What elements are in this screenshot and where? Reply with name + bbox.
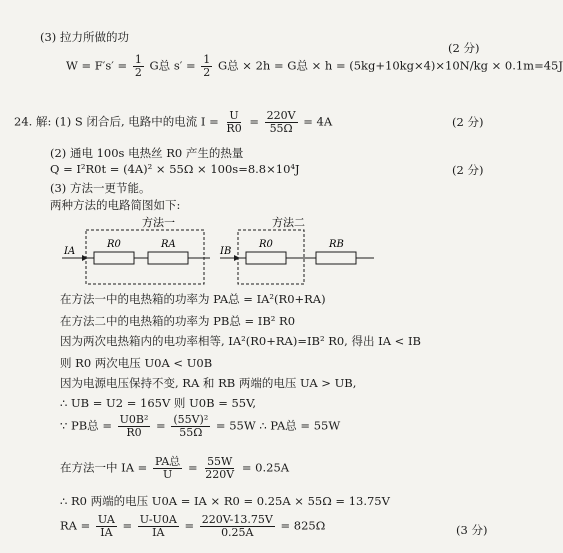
deriv-line-8-frac-2: $\frac{55W}{220V}$: [205, 455, 235, 481]
circuit-diagrams: [60, 214, 380, 290]
deriv-line-9: ∴ R0 两端的电压 U0A = IA × R0 = 0.25A × 55Ω = 13.75V: [60, 494, 390, 508]
q24-score-1: (2 分): [452, 115, 484, 129]
deriv-line-10-b: =: [122, 518, 133, 533]
method1-ra-label: RA: [161, 239, 176, 250]
deriv-line-10-frac-3: $\frac{220V-13.75V}{0.25A}$: [201, 513, 273, 539]
q24-part1: [14, 110, 332, 135]
method2-rb-label: RB: [329, 239, 344, 250]
deriv-line-10-c: =: [184, 518, 195, 533]
deriv-line-4: 则 R0 两次电压 U0A < U0B: [60, 356, 213, 370]
deriv-line-2: 在方法二中的电热箱的功率为 PB总 = IB² R0: [60, 314, 296, 328]
deriv-line-10-a: RA =: [60, 518, 91, 533]
deriv-line-7-b: =: [156, 418, 166, 433]
method1-box: [86, 230, 204, 284]
q24-result: = 4A: [303, 114, 333, 129]
deriv-line-7: [60, 414, 340, 439]
method2-current-label: IB: [220, 246, 232, 257]
current-arrow-icon: [234, 255, 240, 261]
method2-r0: [246, 252, 286, 264]
deriv-line-7-frac-1: $\frac{\text{U0B²}}{R0}$: [119, 413, 149, 439]
q24-eq: =: [249, 114, 259, 129]
method1-label: 方法一: [142, 216, 175, 229]
method2-r0-label: R0: [259, 239, 273, 250]
deriv-line-10-frac-2: $\frac{U-U0A}{IA}$: [139, 513, 177, 539]
deriv-line-3: 因为两次电热箱内的电功率相等, IA²(R0+RA)=IB² R0, 得出 IA < IB: [60, 334, 421, 348]
q3-eq-lhs: W = F′s′ =: [66, 58, 128, 73]
method2-rb: [316, 252, 356, 264]
method2-label: 方法二: [272, 216, 305, 229]
deriv-line-1: 在方法一中的电热箱的功率为 PA总 = IA²(R0+RA): [60, 292, 326, 306]
q3-eq-tail: G总 × 2h = G总 × h = (5kg+10kg×4)×10N/kg × 0.1m=45J: [217, 58, 563, 73]
q24-part3-label: (3) 方法一更节能。: [50, 181, 151, 195]
deriv-line-10-d: = 825Ω: [280, 518, 326, 533]
q24-part2-eq: Q = I²R0t = (4A)² × 55Ω × 100s=8.8×10⁴J: [50, 162, 300, 176]
q24-head: 24. 解: (1) S 闭合后, 电路中的电流 I =: [14, 114, 219, 129]
q3-frac-2: $\frac{1}{2}$: [203, 53, 211, 79]
deriv-line-8-c: = 0.25A: [241, 460, 290, 475]
deriv-line-8: [60, 456, 289, 481]
deriv-line-10-frac-1: $\frac{UA}{IA}$: [97, 513, 115, 539]
method1-ra: [148, 252, 188, 264]
method1-current-label: IA: [64, 246, 76, 257]
deriv-line-8-frac-1: $\frac{\text{PA总}}{U}$: [154, 455, 181, 481]
deriv-line-7-c: = 55W ∴ PA总 = 55W: [215, 418, 341, 433]
q3-eq-mid: G总 s′ =: [149, 58, 196, 73]
deriv-line-7-a: ∵ PB总 =: [60, 418, 112, 433]
deriv-line-8-a: 在方法一中 IA =: [60, 460, 148, 475]
q24-score-3: (3 分): [456, 523, 488, 537]
method1-r0: [94, 252, 134, 264]
current-arrow-icon: [82, 255, 88, 261]
q24-part3-sub: 两种方法的电路简图如下:: [50, 198, 181, 212]
q3-equation: [66, 54, 563, 79]
q24-part2-label: (2) 通电 100s 电热丝 R0 产生的热量: [50, 146, 244, 160]
deriv-line-10: [60, 514, 325, 539]
method1-r0-label: R0: [107, 239, 121, 250]
deriv-line-8-b: =: [187, 460, 198, 475]
q24-frac-2: $\frac{220V}{55\Omega}$: [266, 109, 296, 135]
q3-frac-1: $\frac{1}{2}$: [134, 53, 142, 79]
q3-score: (2 分): [448, 41, 480, 55]
q24-score-2: (2 分): [452, 163, 484, 177]
deriv-line-5: 因为电源电压保持不变, RA 和 RB 两端的电压 UA > UB,: [60, 376, 357, 390]
deriv-line-7-frac-2: $\frac{\text{(55V)²}}{55\Omega}$: [173, 413, 209, 439]
q3-label: (3) 拉力所做的功: [40, 30, 129, 44]
q24-frac-1: $\frac{U}{R0}$: [226, 109, 242, 135]
deriv-line-6: ∴ UB = U2 = 165V 则 U0B = 55V,: [60, 396, 257, 410]
